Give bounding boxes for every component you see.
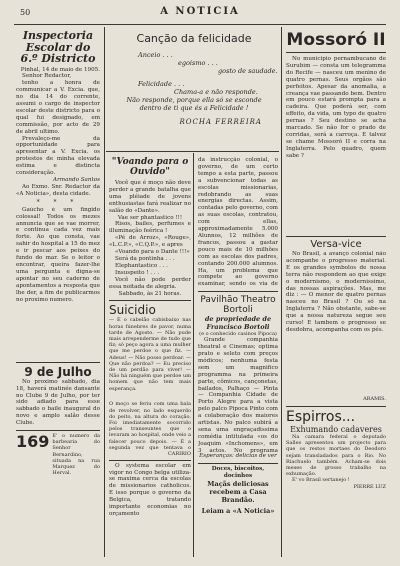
suicidio-text-2: O moço se feriu com uma bala de revolver, no lado esquerdo do peito, na altura do coração. Foi imediatamente socorrido pelos transeuntes que o levaram ao hospital, onde veio a falecer pouco depois. — É a segunda vez que tentava o [109,401,191,451]
doces-footer: Leiam a «A Noticia» [201,506,275,515]
letter-date: Pinhal, 14 de maio de 1905. [20,66,100,73]
header-rule [14,24,386,25]
julho-headline: 9 de Julho [24,364,92,379]
voando-line: Vae ser phantastico !!! [117,214,183,221]
poem-block [110,32,278,150]
theatre-text: Grande companhia theatral e Cinemas; optima prato e seleto com preços módicos; nenhuma festa sem um magnifico programma na primeira parte, cômicos, cançonetas, bailados, Palhaço — Pinta — Companhia Cidade de Porto Alegre para a vista pelo palco Pipoca Pinto com a colaboração dos maiores artistas. No palco subirá a sena uma engraçadissima comédia intitulada «os do Joaquim «Inchomens», em 3 actos. No programa [198,337,278,454]
ad-text: E' o numero da barbearia do Senhor Bernardino, situada na rua Marquez do Herval. [52,433,100,477]
column-divider [193,153,194,557]
suicidio-signature: CARIRIO [167,451,191,458]
page-header [0,6,400,22]
verso-headline: Versa-vice [310,239,362,250]
espirros-headline: Espirros... [286,408,356,425]
ad-number: 169 [16,432,50,452]
espirros-text: Na camara federal o deputado Salles apresentou um projecto para que os restos mortaes do Deodoro sejam transladados para o Rio. No Riachuelo também. Acham-se dois meses de grosso trabalho na exhumação. [286,433,386,478]
section-separator: * * * [36,198,80,206]
barbearia-ad [16,433,100,476]
voando-intro: Você que é moço não deve perder a grande batalha que uma pléiade de jovens enthusiastas fará realizar no salão do «Dante». [109,180,191,214]
mossoro-headline: Mossoró II [286,30,386,50]
theatre-headline: Pavilhão Theatro Bortoli [200,295,276,315]
doces-text: Maçãs deliciosas recebem a Casa Brandão. [207,479,269,504]
column-divider [281,27,282,557]
voando-line: «Pé de Arroz», «Rouge», «L.C.P.», «C.Q.P.», e apres [109,235,191,249]
suicidio-text: — É o cabelão cabisbaixo nas horas fúnebres de pavor, numa tarde de Agosto. — Não pude mais arrependerme de tudo que fiz; só peço agora a uma mulher que me perdoe o que fiz. — Adeus! — Não posso perdoar. — Que não perdoa? — Eu preciso de um perdão para viver! — Não há ninguém que perdoe um homem que não tem mais esperança. [109,317,191,392]
theatre-subtitle-2: (e o conhecido casinos Pipoca) [199,331,277,337]
inspectoria-headline: Inspectoria Escolar do 6.º Districto [20,30,96,65]
column-1 [16,30,100,556]
poem-line: Não responde, porque ella só se esconde [126,96,262,104]
poem-author: ROCHA FERREIRA [179,118,262,126]
voando-line: «Voando para o Dante !!!» [115,249,190,256]
poem-line: Chama-a e não responde. [174,88,258,96]
mossoro-story: No municipio pernambucano de Surubim — consta um telegramma do Recife — nasceu um menino de quatro pernas. Seus orgãos são perfeitos. Apesar da anomalia, a creança vae passando bem. Dentro em pouco estará prompta para a cadeira. Que poderá ser, com effeito, da vida, um typo de quatro pernas ? Seu destino se acha marcado. Se não for o prado de corridas, será a carroça. E talvez se chame Mossoró II e corra na Inglaterra. Pelo quadro, quem sabe ? [286,56,386,159]
voando-line: Sabbado, às 21 horas. [118,290,182,297]
voando-headline: "Voando para o Ouvido" [111,157,189,177]
masthead: A NOTICIA [160,6,240,17]
poem-title: Canção da felicidade [136,32,252,45]
page-number: 50 [20,8,31,17]
letter-addressee: Ao Exmo. Snr. Redactor da «A Noticia», desta cidade. [16,183,100,197]
gaucho-story: Gaúcho é um fingido colossal! Todos os mezes annuncia que se vae morrer, e continua cada vez mais forte. Ao que consta, vae sahir do hospital a 15 do mez e ir pescar aos peixes do fundo do mar. Se o leitor o encontrar, queira fazer-lhe uma pergunta e digna-se apontar no seu caderno de apontamentos a resposta que lhe der, a fim de publicarmos no proximo numero. [16,206,100,303]
poem-line: Anceio . . . [138,51,173,59]
letter-signature: Armando Santos [53,177,100,183]
column-divider [104,27,105,557]
espirros-subtitle: Exhumando cadaveres [290,424,382,434]
verso-signature: ARAMIS. [363,396,386,402]
poem-line: egoismo . . . [178,59,218,67]
verso-text: No Brasil, a avanço colonial não acompanhe o progresso material. E os grandes symbolos de nossa terra não respondem ao que exige o modernismo, o modernissimo, das nossas aspirações. Mas, me diz : — O menor de quatro pernas nasceu no Brasil ? Ou só na Inglaterra ? Não obstante, sabe-se que a nossa natureza segue seu curso! E tambem o progresso se desdobra, acompanha com os pés. [286,251,386,333]
missao-text: O systema escolar em vigor no Congo belga utiliza-se maxima cerca da escolas de missionarios catholicos. E isso porque o governo da Belgica, tratando importante economias no orçamento [109,462,191,517]
letter-salutation: Senhor Redactor, [22,73,72,80]
espirros-signature: PIERRE LUZ [353,483,386,490]
julho-text: No proximo sabbado, dia 18, haverá matinée dansante no Clube 9 de Julho, por ter sido adiado para esse sabbado o baile inaugural do novo e amplo salão desse Clube. [16,378,100,427]
missao-continued: da instrucção colonial, o governo, de um certo tempo a esta parte, passou a subvencionar todas as escolas missionarias, redobrando as suas energias directas. Assim, contadas pelo governo, com as suas escolas, contratou, com ellas, approximadamente 5.000 Alunnos, 12 milhões de francos, passou a gastar pouco mais de 10 milhões com as escolas dos padres, contando 200.000 alumnos. Ha, um problema que compete ao governo examinar, sendo os via de [198,157,278,287]
poem-rule [106,151,279,152]
voando-line: Será da pontinha . . . [115,255,175,262]
voando-line: Risos, bailes, perfumes e illuminação feérica ! [109,221,191,235]
letter-closing: Prevaleço-me da opportunidade para apresentar a V. Excia. os protestos de minha elevada estima e distincta consideração. [16,135,100,177]
poem-line: dentro de ti que és a Felicidade ! [139,104,249,112]
poem-line: gosto de saudade. [218,67,278,75]
doces-headline: Doces, biscoitos, docinhos [211,466,265,480]
voando-line: Insuspeito ! . . . [115,269,160,276]
voando-line: Elephantastico . . . [115,262,168,269]
column-2 [109,157,191,557]
column-3 [198,157,278,557]
poem-line: Felicidade . . . [138,80,185,88]
theatre-subtitle: de propriedade de Francisco Bortoli [204,315,272,331]
suicidio-headline: Suicidio [109,303,156,318]
voando-line: Você não pode perder essa noitada de alegria. [109,276,191,290]
letter-body: tenho a honra de communicar a V. Excia. que, no dia 14 do corrente, assumi o cargo de inspector escolar deste districto para o qual fui designado, em commissão, por acto de 29 de abril ultimo. [16,80,100,135]
espirros-closing: E' vo Brasil sertanejo ! [292,477,350,484]
theatre-closing: Esperanças: delicias de ver [199,453,277,460]
column-4 [286,30,386,556]
